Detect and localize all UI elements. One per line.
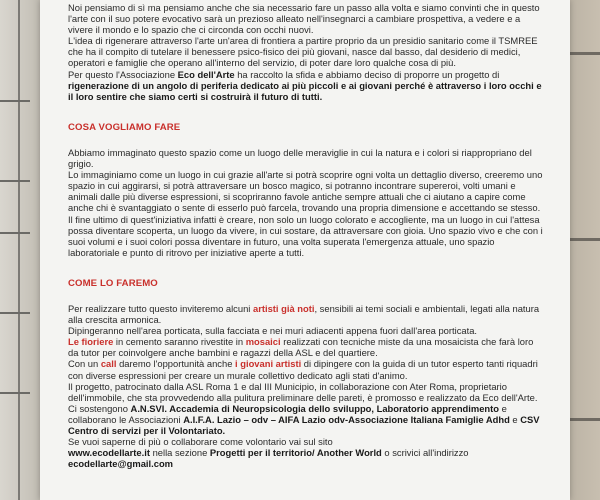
text-run: daremo l'opportunità anche	[116, 358, 236, 370]
section2-paragraph-5: Il progetto, patrocinato dalla ASL Roma 1 e dal III Municipio, in collaborazione con Ater Roma, proprietario dell'immobile, che sta provvedendo alla pulitura preliminare delle pareti, è promosso e realizzato da Eco dell'Arte.	[68, 380, 538, 403]
section2-paragraph-8	[68, 447, 546, 458]
text-run: o scrivici all'indirizzo	[381, 447, 469, 459]
highlight-red: Le fioriere	[68, 336, 114, 348]
section1-paragraph-3: Il fine ultimo di quest'iniziativa infatti è creare, non solo un luogo colorato e accogliente, ma un luogo in cui l'attesa possa diventare scoperta, un luogo da vivere, in cui sostare, da attraversare con gioia. Uno spazio vivo e che con i suoi volumi e i suoi colori possa diventare in futuro, una volta superata l'emergenza attuale, uno spazio laboratoriale e punto di ritrovo per iniziative aperte a tutti.	[68, 213, 543, 258]
text-run: e collaborano le Associazioni	[68, 402, 507, 425]
partner-name: CSV Centro di servizi per il Volontariato.	[68, 413, 540, 436]
intro-paragraph-1: Noi pensiamo di sì ma pensiamo anche che sia necessario fare un passo alla volta e siamo convinti che in questo l'arte con il suo potere evocativo sarà un prezioso alleato nell'insegnarci a cambiare prospettiva, a vedere e a vivere il mondo e lo spazio che ci circonda con occhi nuovi.	[68, 2, 540, 36]
section-heading-come-lo-faremo: COME LO FAREMO	[68, 277, 158, 289]
section2-paragraph-1	[68, 303, 546, 325]
window-bar	[0, 232, 30, 234]
section2-paragraph-7: Se vuoi saperne di più o collaborare come volontario vai sul sito	[68, 436, 333, 448]
text-run: ha raccolto la sfida e abbiamo deciso di proporre un progetto di	[234, 68, 500, 80]
highlight-red: call	[100, 358, 117, 370]
text-run: Per questo l'Associazione	[68, 68, 178, 80]
text-run: Con un	[68, 358, 101, 370]
text-run: Per realizzare tutto questo inviteremo alcuni	[68, 302, 253, 314]
text-run: e	[509, 413, 521, 425]
text-run: in cemento saranno rivestite in	[113, 336, 246, 348]
highlight-red: artisti già noti	[253, 302, 315, 314]
window-bar	[18, 0, 20, 500]
highlight-text: rigenerazione di un angolo di periferia dedicato ai più piccoli e ai giovani perché è attraverso i loro occhi e il loro sentire che siamo certi si costruirà il futuro di tutti.	[68, 79, 542, 102]
association-name: Eco dell'Arte	[177, 68, 235, 80]
text-run: realizzati con tecniche miste da una mosaicista che farà loro da tutor per coinvolgere anche bambini e ragazzi della ASL e del quartiere.	[68, 336, 534, 359]
section2-paragraph-6	[68, 403, 546, 436]
window-bar	[0, 392, 30, 394]
section2-paragraph-3	[68, 336, 546, 358]
section-heading-cosa-vogliamo-fare: COSA VOGLIAMO FARE	[68, 121, 181, 133]
sponsor-name: A.N.SVI. Accademia di Neuropsicologia dello sviluppo, Laboratorio apprendimento	[130, 402, 500, 414]
intro-paragraph-3	[68, 69, 546, 102]
section2-paragraph-2: Dipingeranno nell'area porticata, sulla facciata e nei muri adiacenti appena fuori dall'area porticata.	[68, 325, 478, 337]
text-run: , sensibili ai temi sociali e ambientali, legati alla natura alla crescita armonica.	[68, 302, 540, 326]
partner-name: A.I.F.A. Lazio – odv – AIFA Lazio odv-Associazione Italiana Famiglie Adhd	[183, 413, 510, 425]
section2-paragraph-4	[68, 358, 546, 380]
section1-paragraph-1: Abbiamo immaginato questo spazio come un luogo delle meraviglie in cui la natura e i colori si riappropriano del grigio.	[68, 146, 532, 170]
section-name: Progetti per il territorio/ Another World	[209, 447, 382, 459]
highlight-red: mosaici	[245, 336, 281, 348]
text-run: Ci sostengono	[68, 402, 131, 414]
window-bar	[0, 100, 30, 102]
section1-paragraph-2: Lo immaginiamo come un luogo in cui grazie all'arte si potrà scoprire ogni volta un dettaglio diverso, creeremo uno spazio in cui aggirarsi, si potrà attraversare un bosco magico, si potranno incontrare supereroi, volti umani e animali dalle più diverse espressioni, si scopriranno favole antiche sempre attuali che ci aiutano a capire come anche chi è svantaggiato o sente di esserlo può farcela, trovando una propria dimensione e accettando se stesso.	[68, 169, 543, 214]
highlight-red: i giovani artisti	[235, 358, 302, 370]
info-banner	[40, 0, 570, 500]
intro-paragraph-2: L'idea di rigenerare attraverso l'arte un'area di frontiera a partire proprio da un presidio sanitario come il TSMREE che ha il compito di tutelare il benessere psico-fisico dei più giovani, nasce dal basso, dal desiderio di medici, operatori e famiglie che operano all'interno del servizio, di poter dare loro qualche cosa di più.	[68, 35, 538, 69]
email-address[interactable]: ecodellarte@gmail.com	[68, 458, 174, 470]
text-run: nella sezione	[149, 447, 210, 459]
window-bar	[0, 312, 30, 314]
text-run: di dipingere con la guida di un tutor esperto tanti riquadri con diverse espressioni per creare un murale collettivo dedicato agli stati d'animo.	[68, 358, 538, 381]
website-link[interactable]: www.ecodellarte.it	[68, 447, 150, 459]
window-bar	[0, 180, 30, 182]
